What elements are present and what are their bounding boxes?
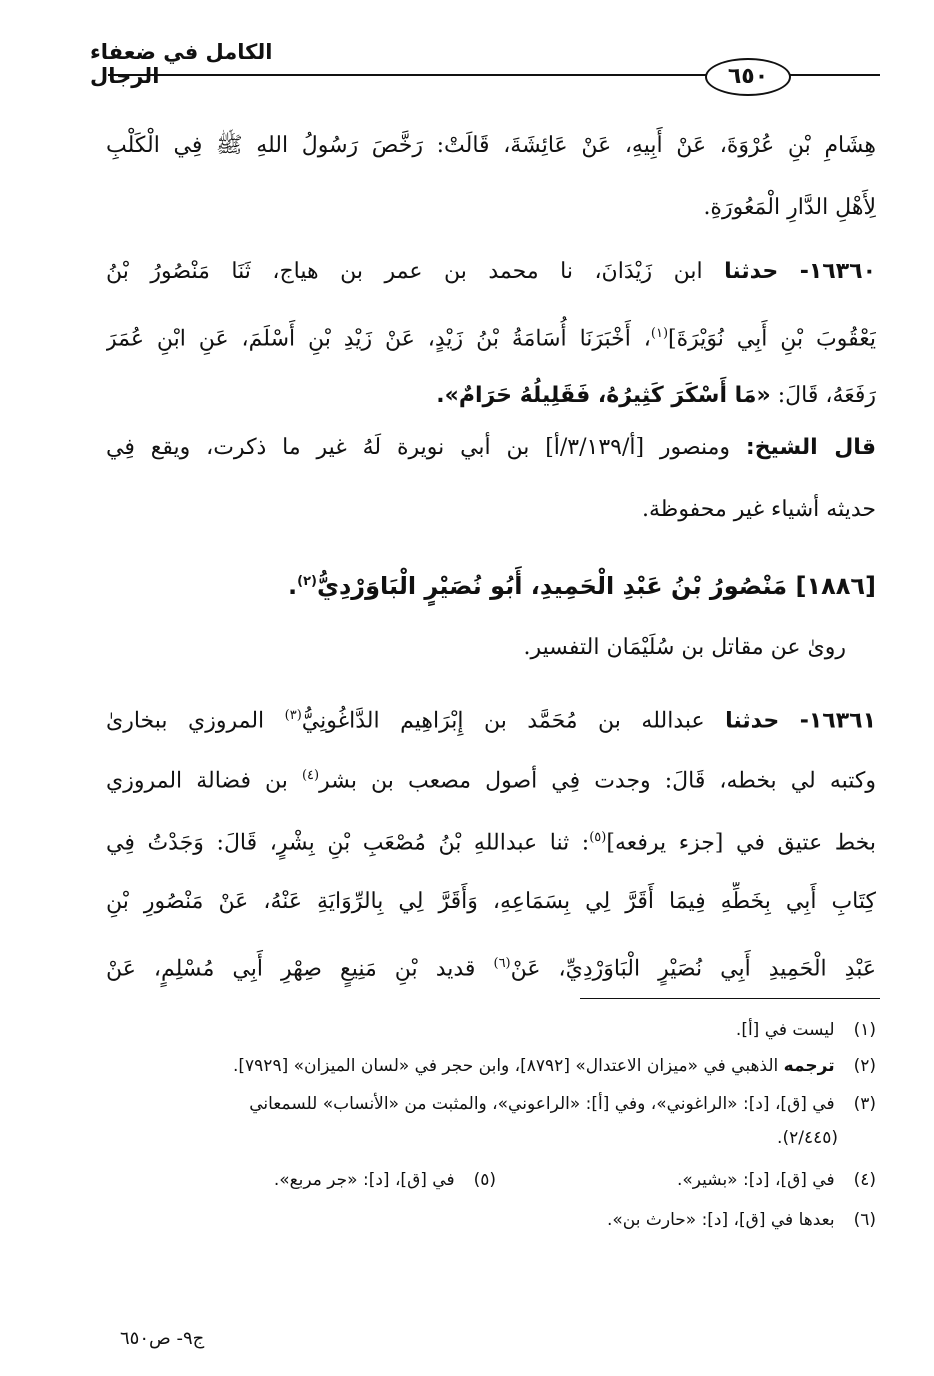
footnote-text: في [ق]، [د]: «بشير». (676, 1170, 835, 1190)
isnad-text: عَبْدِ الْحَمِيدِ أَبِي نُصَيْرٍ الْبَاوَرْدِيِّ، عَنْ (510, 956, 876, 982)
hadith-number: ١٦٣٦١- (799, 708, 876, 734)
isnad-text: ، أَخْبَرَنَا أُسَامَةُ بْنُ زَيْدٍ، عَنْ زَيْدِ بْنِ أَسْلَمَ، عَنِ ابْنِ عُمَرَ (106, 326, 651, 352)
isnad-text: بخط عتيق في [جزء يرفعه] (606, 830, 876, 856)
footnote-2 (106, 1052, 876, 1080)
footnote-text: ليست في [أ]. (735, 1020, 835, 1040)
hadith-16361-line-5 (106, 944, 876, 989)
hadith-matn: «مَا أَسْكَرَ كَثِيرُهُ، فَقَلِيلُهُ حَرَامٌ». (436, 383, 771, 408)
footnote-6 (106, 1206, 876, 1234)
footnote-text: في [ق]، [د]: «الراغوني»، وفي [أ]: «الراعوني»، والمثبت من «الأنساب» للسمعاني (249, 1094, 835, 1114)
hadith-16360-line-2 (106, 314, 876, 359)
isnad-text: عبدالله بن مُحَمَّد بن إِبْرَاهِيم الدَّاغُونِيُّ (301, 708, 705, 734)
hadith-16361-line-4: كِتَابِ أَبِي بِخَطِّهِ فِيمَا أَقَرَّ لِي بِسَمَاعِهِ، وَأَقَرَّ لِي بِالرِّوَايَةِ عَنْهُ، عَنْ مَنْصُورِ بْنِ (106, 889, 876, 914)
book-title: الكامل في ضعفاء الرجال (90, 40, 273, 88)
hadith-16361-line-2 (106, 756, 876, 801)
page-number: ٦٥٠ (705, 58, 791, 96)
shaykh-note-line-1 (106, 428, 876, 468)
isnad-text: وكتبه لي بخطه، قَالَ: وجدت فِي أصول مصعب بن بشر (319, 768, 876, 794)
hadith-16360-line-1 (106, 252, 876, 292)
footnote-ref: (٦) (493, 956, 511, 971)
footnote-rule (580, 998, 880, 999)
isnad-text: بن فضالة المروزي (106, 768, 302, 794)
footnote-3 (106, 1090, 876, 1118)
note-text: ومنصور [أ/٣/١٣٩/أ] بن أبي نويرة لَهُ غير ما ذكرت، ويقع فِي (106, 435, 731, 460)
narrator-name: مَنْصُورُ بْنُ عَبْدِ الْحَمِيدِ، أَبُو نُصَيْرٍ الْبَاوَرْدِيُّ (316, 572, 788, 600)
heading-end: . (288, 572, 298, 600)
isnad-text: المروزي ببخارىٰ (106, 708, 285, 734)
shaykh-label: قال الشيخ: (745, 435, 876, 460)
footnote-number: (٤) (853, 1170, 876, 1190)
footnote-number: (١) (853, 1020, 876, 1040)
footnote-row-4-5 (106, 1166, 876, 1194)
hadith-16360-line-3 (106, 376, 876, 416)
isnad-text: رَفَعَهُ، قَالَ: (770, 383, 876, 408)
isnad-text: يَعْقُوبَ بْنِ أَبِي نُوَيْرَةَ] (668, 326, 876, 352)
footnote-4 (496, 1166, 876, 1194)
footnote-ref: (١) (650, 326, 669, 341)
hadith-number: ١٦٣٦٠- (799, 259, 876, 284)
hadith-16361-line-3 (106, 818, 876, 863)
biography-heading (106, 562, 876, 606)
hadith-16361-line-1 (106, 696, 876, 741)
shaykh-note-line-2: حديثه أشياء غير محفوظة. (642, 497, 876, 522)
volume-page-reference: ج٩- ص٦٥٠ (120, 1328, 205, 1349)
footnote-3-cont: (٢/٤٤٥). (777, 1128, 838, 1148)
footnote-1 (106, 1016, 876, 1044)
text-line-1: هِشَامِ بْنِ عُرْوَةَ، عَنْ أَبِيهِ، عَنْ عَائِشَةَ، قَالَتْ: رَخَّصَ رَسُولُ اللهِ ﷺ فِي الْكَلْبِ (106, 133, 876, 158)
footnote-ref: (٥) (589, 830, 607, 845)
haddathana-label: حدثنا (725, 708, 780, 734)
entry-number: [١٨٨٦] (795, 572, 876, 600)
footnote-5 (116, 1166, 496, 1194)
footnote-text: بعدها في [ق]، [د]: «حارث بن». (606, 1210, 835, 1230)
isnad-text: : ثنا عبداللهِ بْنُ مُصْعَبِ بْنِ بِشْرٍ، قَالَ: وَجَدْتُ فِي (106, 830, 590, 856)
footnote-ref: (٤) (301, 768, 320, 783)
isnad-text: ابن زَيْدَانَ، نا محمد بن عمر بن هياج، ثَنَا مَنْصُورُ بْنُ (106, 259, 703, 284)
footnote-bold: ترجمه (783, 1056, 835, 1076)
footnote-ref: (٣) (284, 708, 302, 723)
isnad-text: قديد بْنِ مَنِيعٍ صِهْرِ أَبِي مُسْلِمٍ، عَنْ (106, 956, 494, 982)
footnote-number: (٢) (853, 1056, 876, 1076)
footnote-ref: (٢) (297, 574, 317, 589)
footnote-text: في [ق]، [د]: «جر مربع». (273, 1170, 455, 1190)
footnote-text: الذهبي في «ميزان الاعتدال» [٨٧٩٢]، وابن حجر في «لسان الميزان» [٧٩٢٩]. (233, 1056, 784, 1076)
footnote-number: (٥) (473, 1170, 496, 1190)
biography-line: روىٰ عن مقاتل بن سُلَيْمَان التفسير. (523, 635, 846, 660)
text-line-2: لِأَهْلِ الدَّارِ الْمَعُورَةِ. (703, 195, 876, 220)
haddathana-label: حدثنا (724, 259, 779, 284)
footnote-number: (٦) (853, 1210, 876, 1230)
footnote-number: (٣) (853, 1094, 876, 1114)
